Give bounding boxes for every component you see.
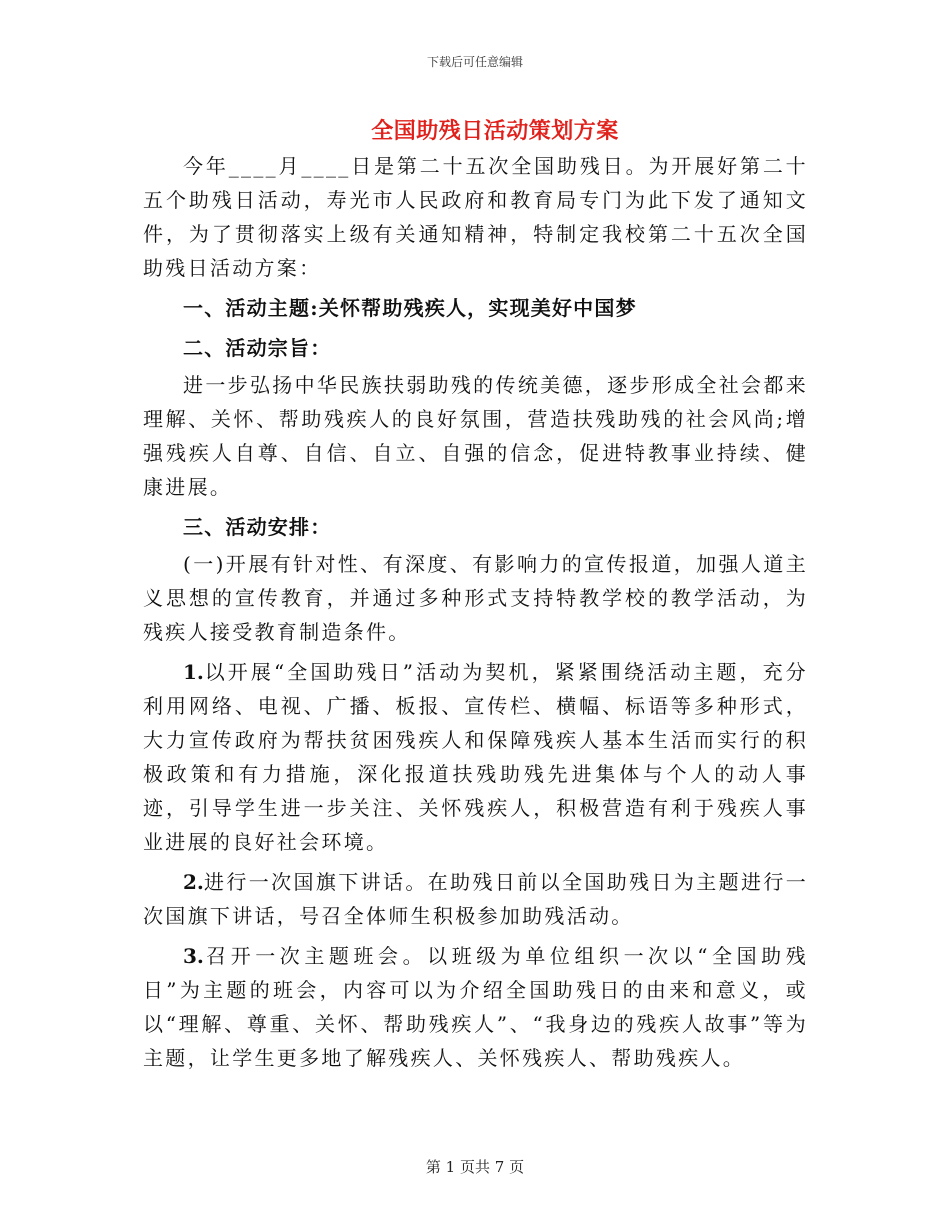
item-1-number: 1. <box>183 660 204 684</box>
item-1-text: 以开展“全国助残日”活动为契机，紧紧围绕活动主题，充分利用网络、电视、广播、板报、宣传栏、横幅、标语等多种形式，大力宣传政府为帮扶贫困残疾人和保障残疾人基本生活而实行的积极政策和有力措施，深化报道扶残助残先进集体与个人的动人事迹，引导学生进一步关注、关怀残疾人，积极营造有利于残疾人事业进展的良好社会环境。 <box>143 660 808 854</box>
part-1-paragraph: (一)开展有针对性、有深度、有影响力的宣传报道，加强人道主义思想的宣传教育，并通过多种形式支持特教学校的教学活动，为残疾人接受教育制造条件。 <box>143 552 808 644</box>
document-body <box>143 149 808 1081</box>
item-1-paragraph <box>143 655 808 859</box>
header-note: 下载后可任意编辑 <box>426 55 523 69</box>
item-2-number: 2. <box>183 870 204 894</box>
item-2-paragraph <box>143 865 808 933</box>
section-2-heading: 二、活动宗旨： <box>183 336 332 360</box>
section-1-heading: 一、活动主题:关怀帮助残疾人，实现美好中国梦 <box>183 296 637 320</box>
section-2-paragraph: 进一步弘扬中华民族扶弱助残的传统美德，逐步形成全社会都来理解、关怀、帮助残疾人的良好氛围，营造扶残助残的社会风尚;增强残疾人自尊、自信、自立、自强的信念，促进特教事业持续、健康进展。 <box>143 373 808 499</box>
intro-paragraph: 今年____月____日是第二十五次全国助残日。为开展好第二十五个助残日活动，寿光市人民政府和教育局专门为此下发了通知文件，为了贯彻落实上级有关通知精神，特制定我校第二十五次全国助残日活动方案： <box>143 154 808 280</box>
item-3-paragraph <box>143 939 808 1075</box>
document-title: 全国助残日活动策划方案 <box>371 118 619 144</box>
item-3-number: 3. <box>183 944 204 968</box>
section-3-heading: 三、活动安排： <box>183 515 332 539</box>
page-footer: 第 1 页共 7 页 <box>425 1158 525 1176</box>
item-2-text: 进行一次国旗下讲话。在助残日前以全国助残日为主题进行一次国旗下讲话，号召全体师生积极参加助残活动。 <box>143 870 808 928</box>
item-3-text: 召开一次主题班会。以班级为单位组织一次以“全国助残日”为主题的班会，内容可以为介绍全国助残日的由来和意义，或以“理解、尊重、关怀、帮助残疾人”、“我身边的残疾人故事”等为主题，让学生更多地了解残疾人、关怀残疾人、帮助残疾人。 <box>143 944 808 1070</box>
